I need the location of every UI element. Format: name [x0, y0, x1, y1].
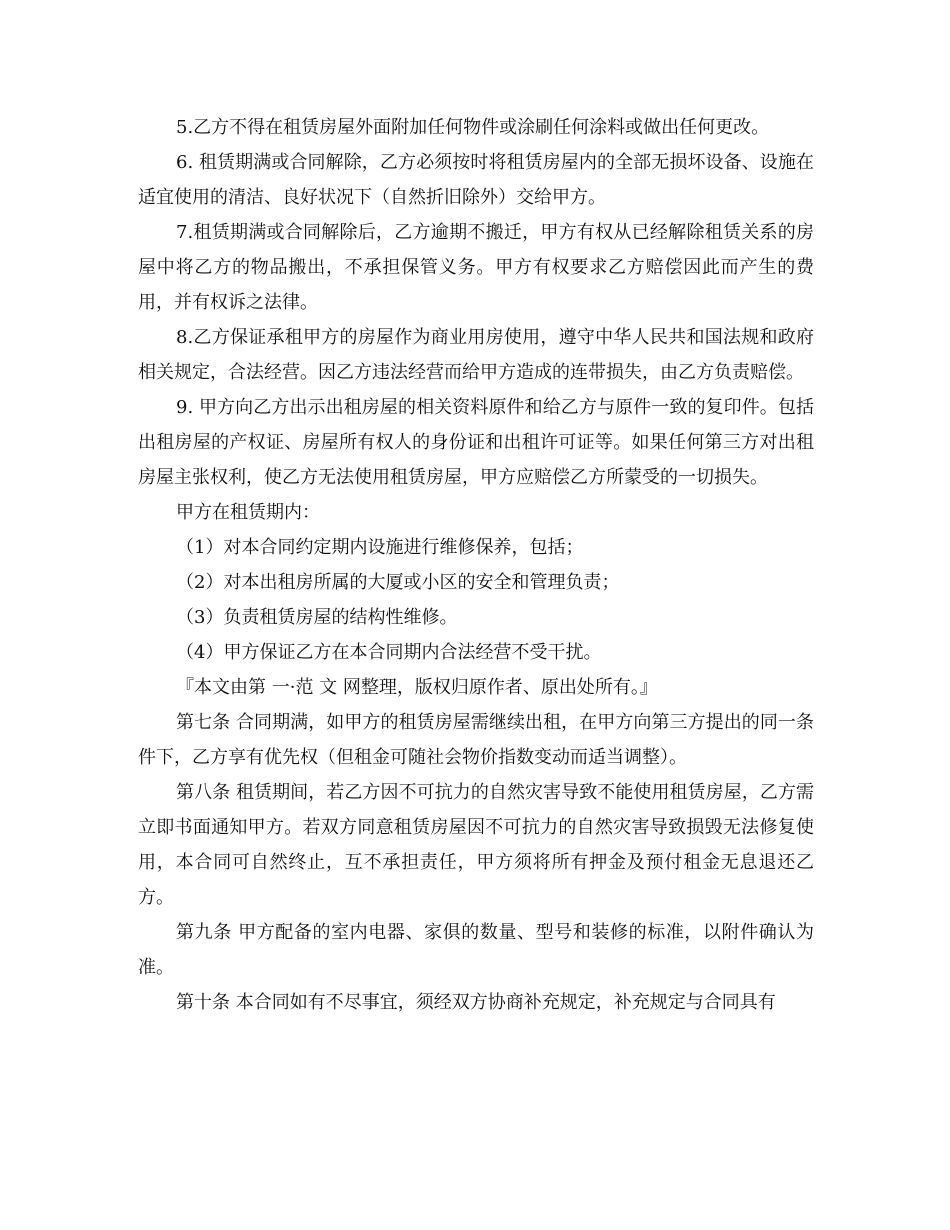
article-7: 第七条 合同期满，如甲方的租赁房屋需继续出租，在甲方向第三方提出的同一条件下，乙方享有优先权（但租金可随社会物价指数变动而适当调整）。	[138, 712, 814, 768]
lessor-duty-4: （4）甲方保证乙方在本合同期内合法经营不受干扰。	[176, 642, 602, 663]
lessor-duties-heading: 甲方在租赁期内：	[176, 502, 320, 523]
lessor-duty-2: （2）对本出租房所属的大厦或小区的安全和管理负责；	[176, 572, 620, 593]
lessor-duty-3: （3）负责租赁房屋的结构性维修。	[176, 607, 458, 628]
article-8: 第八条 租赁期间，若乙方因不可抗力的自然灾害导致不能使用租赁房屋，乙方需立即书面通知甲方。若双方同意租赁房屋因不可抗力的自然灾害导致损毁无法修复使用，本合同可自然终止，互不承担责任，甲方须将所有押金及预付租金无息退还乙方。	[138, 782, 814, 908]
source-note: 『本文由第 一·范 文 网整理，版权归原作者、原出处所有。』	[176, 677, 658, 698]
clause-6: 6. 租赁期满或合同解除，乙方必须按时将租赁房屋内的全部无损坏设备、设施在适宜使用的清洁、良好状况下（自然折旧除外）交给甲方。	[138, 152, 814, 208]
clause-9: 9. 甲方向乙方出示出租房屋的相关资料原件和给乙方与原件一致的复印件。包括出租房屋的产权证、房屋所有权人的身份证和出租许可证等。如果任何第三方对出租房屋主张权利，使乙方无法使用租赁房屋，甲方应赔偿乙方所蒙受的一切损失。	[138, 397, 814, 488]
clause-8: 8.乙方保证承租甲方的房屋作为商业用房使用，遵守中华人民共和国法规和政府相关规定，合法经营。因乙方违法经营而给甲方造成的连带损失，由乙方负责赔偿。	[138, 327, 814, 383]
article-9: 第九条 甲方配备的室内电器、家俱的数量、型号和装修的标准，以附件确认为准。	[138, 922, 814, 978]
article-10: 第十条 本合同如有不尽事宜，须经双方协商补充规定，补充规定与合同具有	[176, 992, 776, 1013]
document-page	[138, 110, 814, 1020]
lessor-duty-1: （1）对本合同约定期内设施进行维修保养，包括；	[176, 537, 584, 558]
clause-7: 7.租赁期满或合同解除后，乙方逾期不搬迁，甲方有权从已经解除租赁关系的房屋中将乙方的物品搬出，不承担保管义务。甲方有权要求乙方赔偿因此而产生的费用，并有权诉之法律。	[138, 222, 814, 313]
clause-5: 5.乙方不得在租赁房屋外面附加任何物件或涂刷任何涂料或做出任何更改。	[176, 117, 770, 138]
